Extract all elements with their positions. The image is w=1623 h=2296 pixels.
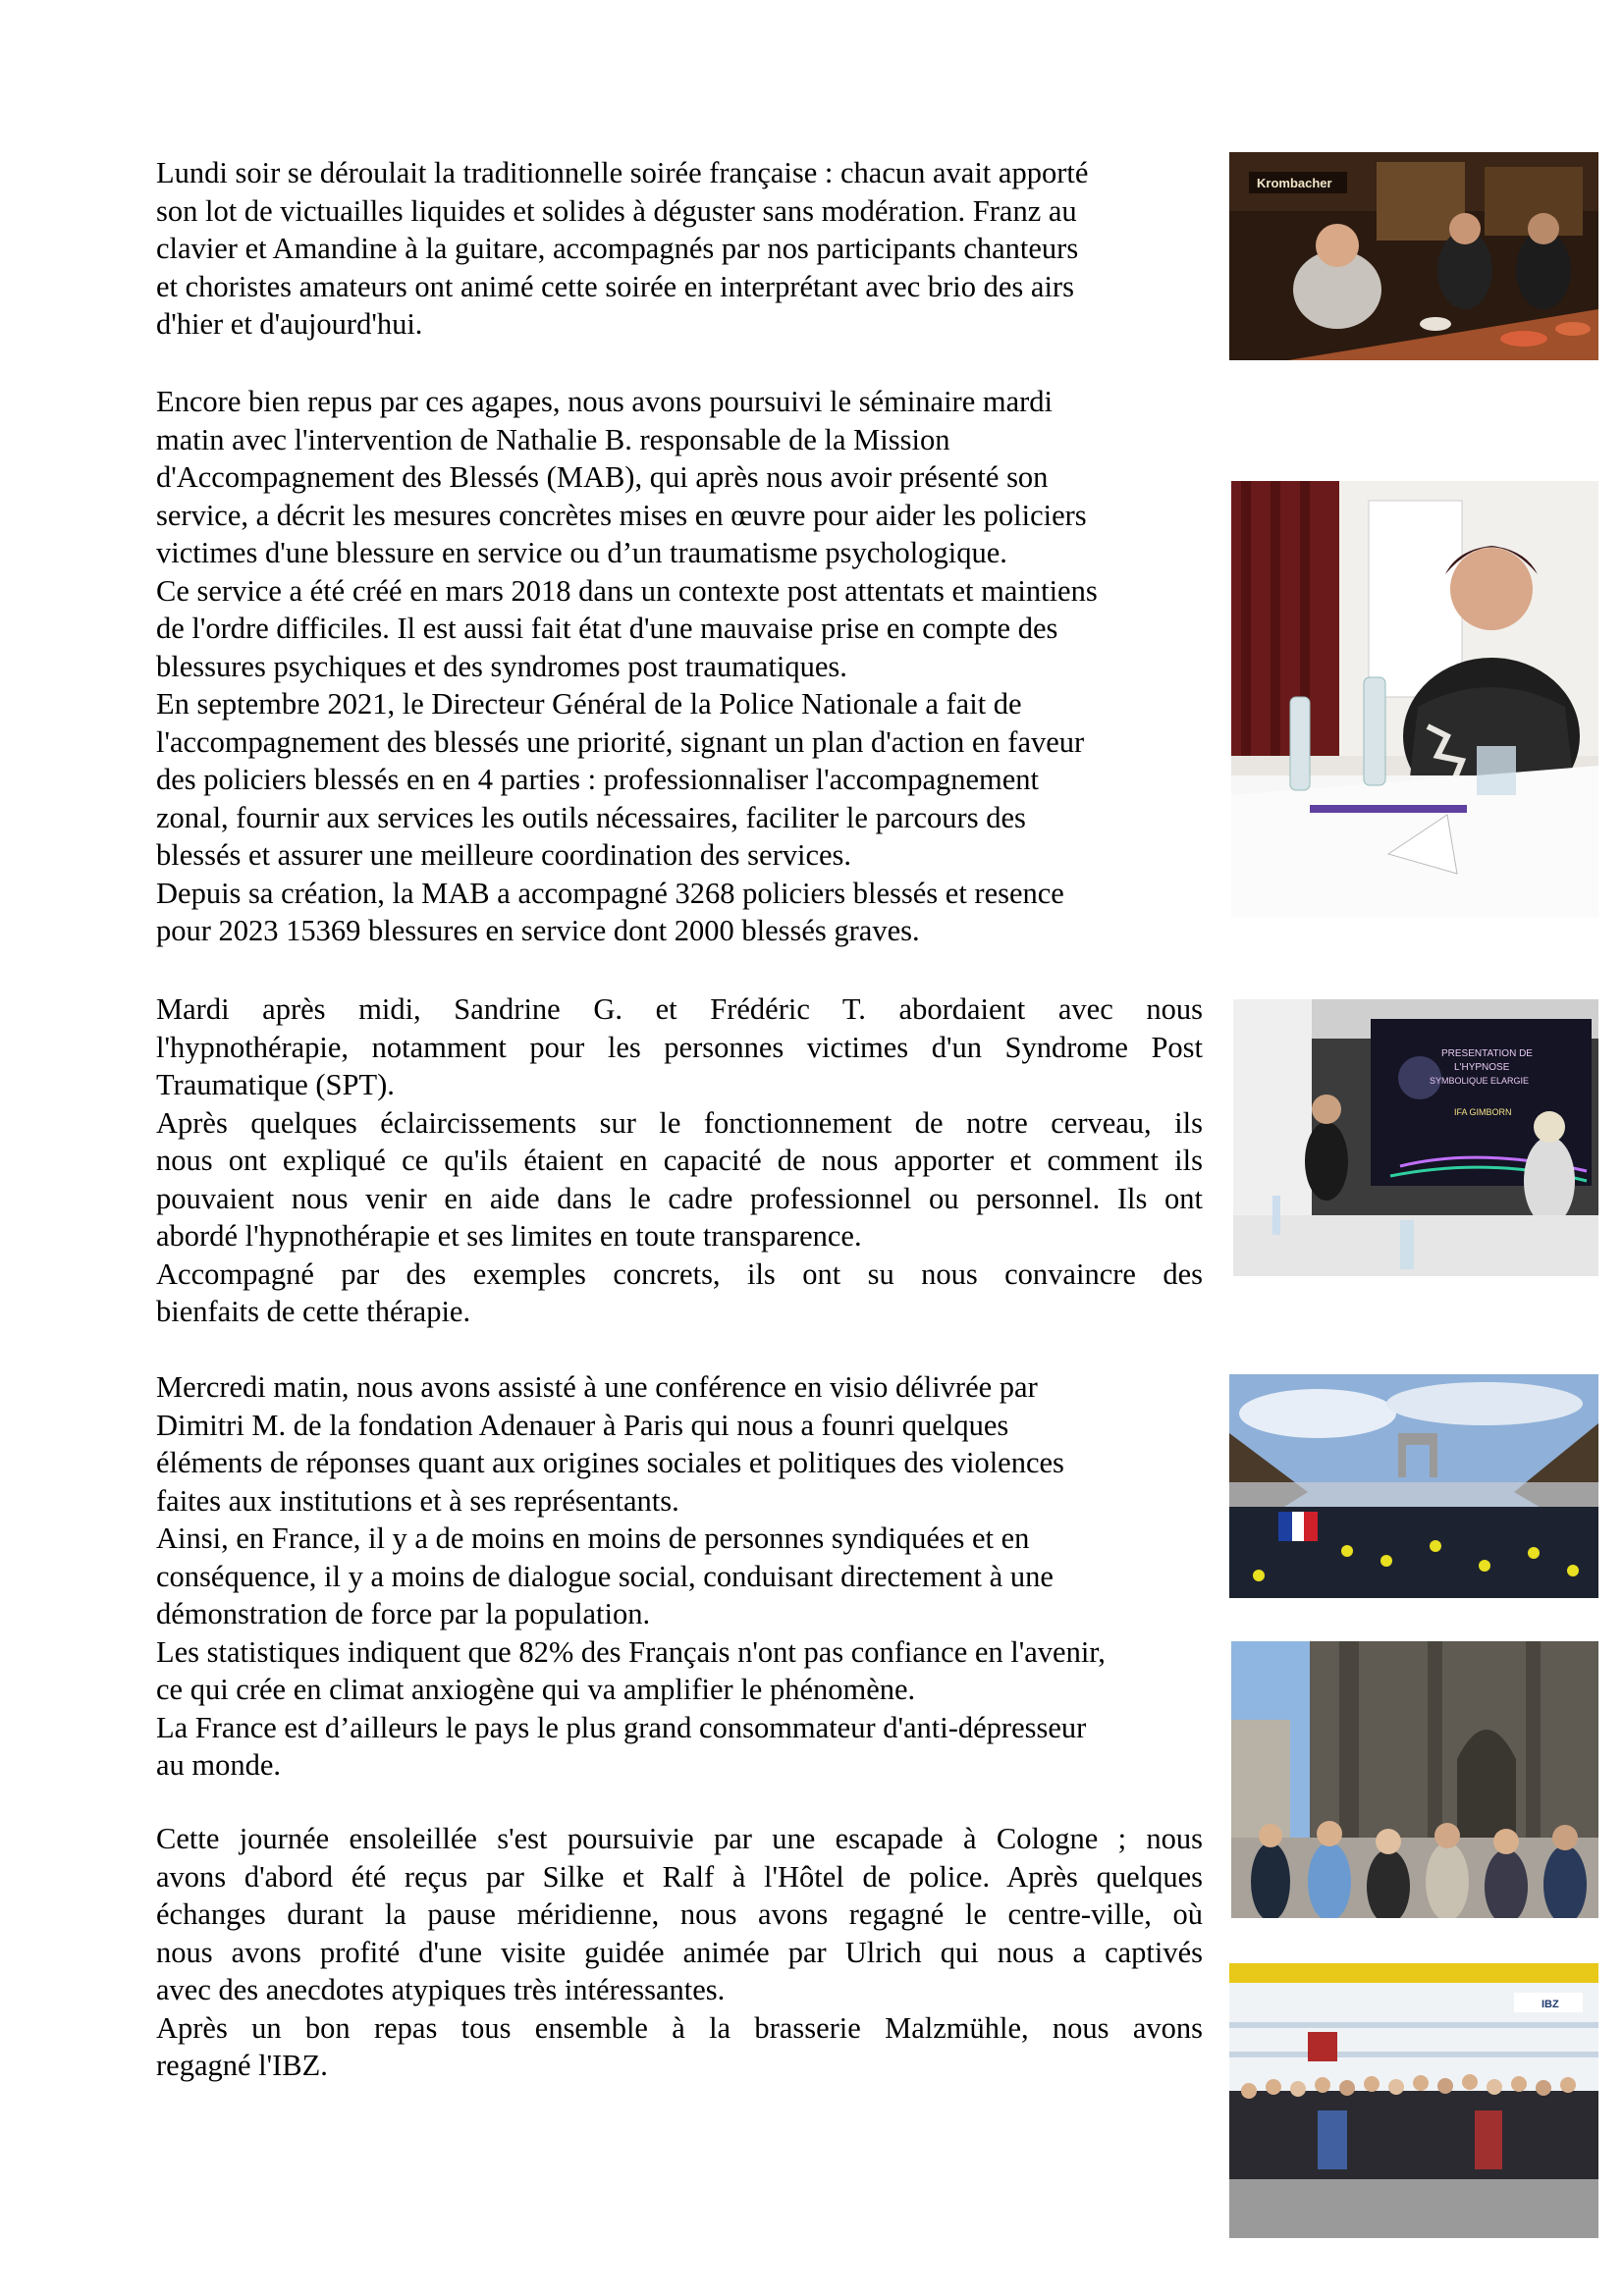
paragraph-mab xyxy=(156,383,1203,950)
text-line: victimes d'une blessure en service ou d’un traumatisme psychologique. xyxy=(156,536,1007,569)
text-line: abordé l'hypnothérapie et ses limites en toute transparence. xyxy=(156,1219,862,1253)
text-line: Après quelques éclaircissements sur le fonctionnement de notre cerveau, ils xyxy=(156,1105,1203,1140)
text-line: l'accompagnement des blessés une priorité, signant un plan d'action en faveur xyxy=(156,724,1085,759)
slide-title-line1: PRESENTATION DE xyxy=(1441,1048,1533,1059)
photo-hypnose-presentation xyxy=(1233,999,1598,1276)
photo-speaker-nathalie xyxy=(1231,481,1598,918)
text-line: En septembre 2021, le Directeur Général de la Police Nationale a fait de xyxy=(156,687,1022,721)
text-line: Les statistiques indiquent que 82% des Français n'ont pas confiance en l'avenir, xyxy=(156,1634,1106,1669)
text-line: regagné l'IBZ. xyxy=(156,2049,328,2082)
text-line: démonstration de force par la population. xyxy=(156,1597,651,1630)
text-line: éléments de réponses quant aux origines sociales et politiques des violences xyxy=(156,1446,1064,1479)
text-line: Cette journée ensoleillée s'est poursuivie par une escapade à Cologne ; nous xyxy=(156,1822,1203,1855)
text-line: l'hypnothérapie, notamment pour les personnes victimes d'un Syndrome Post xyxy=(156,1030,1203,1064)
slide-title-line3: SYMBOLIQUE ELARGIE xyxy=(1430,1076,1530,1086)
text-line: pour 2023 15369 blessures en service dont 2000 blessés graves. xyxy=(156,914,920,947)
text-line: blessures psychiques et des syndromes post traumatiques. xyxy=(156,649,847,683)
text-line: Ce service a été créé en mars 2018 dans un contexte post attentats et maintiens xyxy=(156,573,1098,608)
banner-text: IBZ xyxy=(1542,1999,1559,2010)
text-line: Mardi après midi, Sandrine G. et Frédéric T. abordaient avec nous xyxy=(156,992,1203,1026)
text-line: Depuis sa création, la MAB a accompagné 3268 policiers blessés et resence xyxy=(156,876,1064,910)
text-line: Encore bien repus par ces agapes, nous avons poursuivi le séminaire mardi xyxy=(156,385,1054,418)
paragraph-cologne xyxy=(156,1820,1203,2085)
text-line: Lundi soir se déroulait la traditionnelle soirée française : chacun avait apporté xyxy=(156,156,1089,189)
photo-group-police xyxy=(1229,1963,1598,2238)
slide-title-line2: L'HYPNOSE xyxy=(1454,1062,1510,1073)
text-line: Ainsi, en France, il y a de moins en moins de personnes syndiquées et en xyxy=(156,1522,1030,1555)
photo-cologne-cathedral-group xyxy=(1231,1641,1598,1918)
text-line: ce qui crée en climat anxiogène qui va amplifier le phénomène. xyxy=(156,1673,916,1706)
text-line: avec des anecdotes atypiques très intéressantes. xyxy=(156,1973,726,2006)
text-line: au monde. xyxy=(156,1748,282,1782)
text-line: nous avons profité d'une visite guidée animée par Ulrich qui nous a captivés xyxy=(156,1935,1203,1969)
text-line: blessés et assurer une meilleure coordination des services. xyxy=(156,838,852,872)
text-line: Accompagné par des exemples concrets, ils ont su nous convaincre des xyxy=(156,1256,1203,1291)
slide-subtitle: IFA GIMBORN xyxy=(1454,1107,1512,1117)
paragraph-hypnotherapie xyxy=(156,990,1203,1331)
photo-demonstration-crowd xyxy=(1229,1374,1598,1598)
text-line: d'hier et d'aujourd'hui. xyxy=(156,307,423,341)
text-line: d'Accompagnement des Blessés (MAB), qui après nous avoir présenté son xyxy=(156,460,1049,494)
bar-sign-text: Krombacher xyxy=(1257,176,1332,190)
text-line: pouvaient nous venir en aide dans le cadre professionnel ou personnel. Ils ont xyxy=(156,1181,1203,1215)
text-line: service, a décrit les mesures concrètes mises en œuvre pour aider les policiers xyxy=(156,498,1087,532)
text-line: de l'ordre difficiles. Il est aussi fait état d'une mauvaise prise en compte des xyxy=(156,612,1058,645)
photo-bar-evening xyxy=(1229,152,1598,360)
text-line: Dimitri M. de la fondation Adenauer à Paris qui nous a founri quelques xyxy=(156,1408,1009,1442)
text-line: zonal, fournir aux services les outils nécessaires, faciliter le parcours des xyxy=(156,800,1026,834)
text-line: échanges durant la pause méridienne, nous avons regagné le centre-ville, où xyxy=(156,1897,1203,1931)
text-line: faites aux institutions et à ses représentants. xyxy=(156,1483,679,1518)
paragraph-conference-visio xyxy=(156,1368,1203,1785)
text-line: avons d'abord été reçus par Silke et Ralf à l'Hôtel de police. Après quelques xyxy=(156,1859,1203,1894)
text-line: bienfaits de cette thérapie. xyxy=(156,1295,471,1328)
text-line: clavier et Amandine à la guitare, accompagnés par nos participants chanteurs xyxy=(156,232,1079,265)
text-line: Traumatique (SPT). xyxy=(156,1068,395,1101)
text-line: Après un bon repas tous ensemble à la brasserie Malzmühle, nous avons xyxy=(156,2010,1203,2045)
text-line: Mercredi matin, nous avons assisté à une conférence en visio délivrée par xyxy=(156,1370,1038,1404)
text-line: et choristes amateurs ont animé cette soirée en interprétant avec brio des airs xyxy=(156,269,1074,303)
paragraph-soiree-francaise xyxy=(156,154,1203,344)
text-line: conséquence, il y a moins de dialogue social, conduisant directement à une xyxy=(156,1559,1054,1593)
text-line: nous ont expliqué ce qu'ils étaient en capacité de nous apporter et comment ils xyxy=(156,1144,1203,1177)
text-line: La France est d’ailleurs le pays le plus grand consommateur d'anti-dépresseur xyxy=(156,1710,1087,1744)
text-line: des policiers blessés en en 4 parties : professionnaliser l'accompagnement xyxy=(156,763,1040,796)
text-line: son lot de victuailles liquides et solides à déguster sans modération. Franz au xyxy=(156,193,1077,228)
text-line: matin avec l'intervention de Nathalie B. responsable de la Mission xyxy=(156,422,950,456)
